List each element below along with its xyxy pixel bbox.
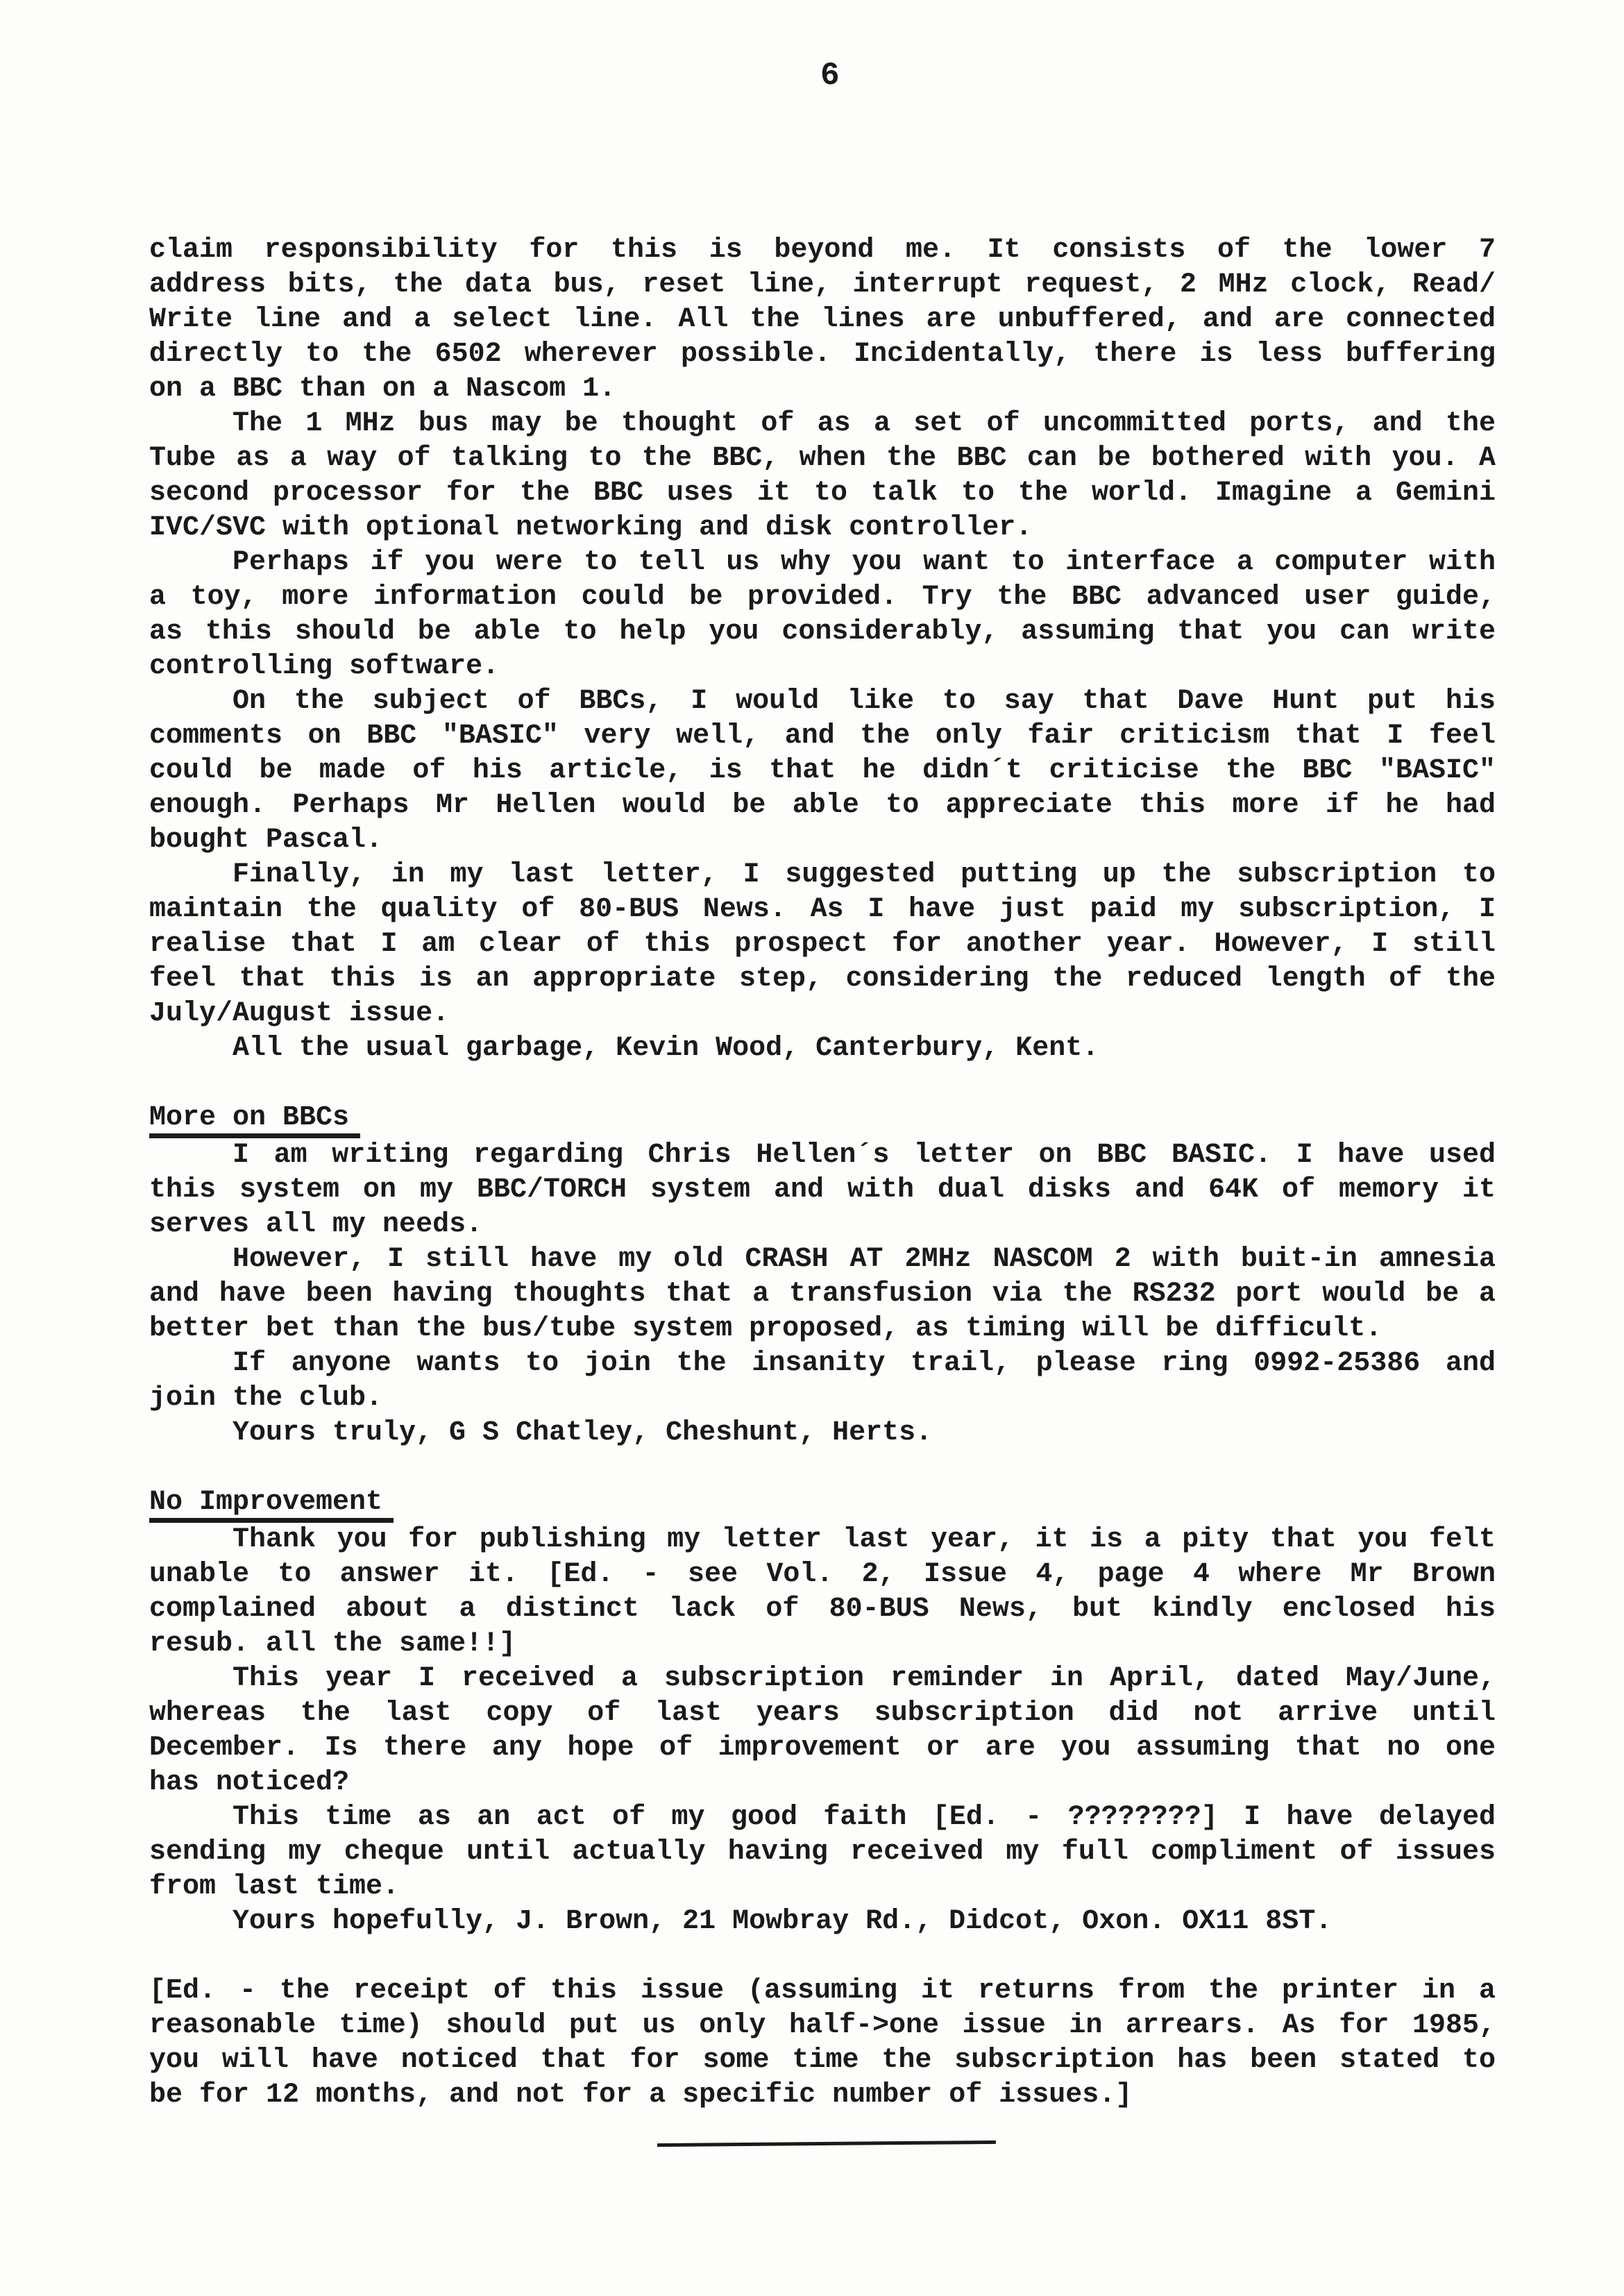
text-line: unable to answer it. [Ed. - see Vol. 2, Issue 4, page 4 where Mr Brown xyxy=(149,1559,1496,1590)
text-line: address bits, the data bus, reset line, interrupt request, 2 MHz clock, Read/ xyxy=(149,269,1496,301)
footer-divider xyxy=(657,2141,996,2147)
section-heading xyxy=(149,1485,1496,1523)
text-line: a toy, more information could be provided. Try the BBC advanced user guide, xyxy=(149,582,1496,613)
paragraph xyxy=(149,1974,1496,2113)
text-line: this system on my BBC/TORCH system and with dual disks and 64K of memory it xyxy=(149,1174,1496,1206)
text-line: join the club. xyxy=(149,1383,383,1414)
paragraph xyxy=(149,1905,1496,1939)
paragraph xyxy=(149,1242,1496,1347)
text-line: resub. all the same!!] xyxy=(149,1628,516,1660)
text-line: from last time. xyxy=(149,1871,400,1902)
text-line: This time as an act of my good faith [Ed. - ????????] I have delayed xyxy=(232,1802,1496,1833)
page-number: 6 xyxy=(820,58,840,94)
paragraph xyxy=(149,858,1496,1031)
text-line: If anyone wants to join the insanity trail, please ring 0992-25386 and xyxy=(232,1348,1496,1379)
text-line: However, I still have my old CRASH AT 2MHz NASCOM 2 with buit-in amnesia xyxy=(232,1244,1496,1275)
paragraph xyxy=(149,1800,1496,1905)
text-line: Perhaps if you were to tell us why you want to interface a computer with xyxy=(232,547,1496,578)
text-line: bought Pascal. xyxy=(149,825,383,856)
text-line: I am writing regarding Chris Hellen´s letter on BBC BASIC. I have used xyxy=(232,1140,1496,1171)
text-line: second processor for the BBC uses it to talk to the world. Imagine a Gemini xyxy=(149,478,1496,509)
text-line: feel that this is an appropriate step, considering the reduced length of the xyxy=(149,963,1496,995)
text-line: has noticed? xyxy=(149,1767,350,1798)
text-line: as this should be able to help you considerably, assuming that you can write xyxy=(149,616,1496,648)
text-line: [Ed. - the receipt of this issue (assuming it returns from the printer in a xyxy=(149,1975,1496,2007)
paragraph xyxy=(149,1662,1496,1800)
text-line: claim responsibility for this is beyond me. It consists of the lower 7 xyxy=(149,235,1496,266)
text-line: whereas the last copy of last years subscription did not arrive until xyxy=(149,1698,1496,1729)
text-line: Finally, in my last letter, I suggested putting up the subscription to xyxy=(232,859,1496,890)
text-line: controlling software. xyxy=(149,651,500,682)
text-line: This year I received a subscription reminder in April, dated May/June, xyxy=(232,1663,1496,1694)
paragraph xyxy=(149,1347,1496,1416)
text-line: comments on BBC "BASIC" very well, and the only fair criticism that I feel xyxy=(149,720,1496,752)
paragraph xyxy=(149,1416,1496,1451)
text-line: be for 12 months, and not for a specific number of issues.] xyxy=(149,2079,1133,2111)
text-line: complained about a distinct lack of 80-BUS News, but kindly enclosed his xyxy=(149,1594,1496,1625)
text-line: Yours hopefully, J. Brown, 21 Mowbray Rd., Didcot, Oxon. OX11 8ST. xyxy=(232,1906,1333,1937)
text-line: Write line and a select line. All the lines are unbuffered, and are connected xyxy=(149,304,1496,335)
text-line: reasonable time) should put us only half->one issue in arrears. As for 1985, xyxy=(149,2010,1496,2041)
page-body xyxy=(149,233,1496,2113)
paragraph xyxy=(149,407,1496,546)
text-line: better bet than the bus/tube system proposed, as timing will be difficult. xyxy=(149,1313,1382,1344)
section-heading-text: No Improvement xyxy=(149,1489,394,1523)
text-line: Thank you for publishing my letter last year, it is a pity that you felt xyxy=(232,1524,1496,1555)
paragraph xyxy=(149,1031,1496,1066)
text-line: on a BBC than on a Nascom 1. xyxy=(149,373,616,405)
text-line: maintain the quality of 80-BUS News. As I have just paid my subscription, I xyxy=(149,894,1496,925)
text-line: you will have noticed that for some time the subscription has been stated to xyxy=(149,2045,1496,2076)
text-line: Yours truly, G S Chatley, Cheshunt, Herts. xyxy=(232,1417,933,1449)
paragraph xyxy=(149,233,1496,407)
text-line: IVC/SVC with optional networking and disk controller. xyxy=(149,512,1033,543)
text-line: On the subject of BBCs, I would like to say that Dave Hunt put his xyxy=(232,686,1496,717)
section-heading-text: More on BBCs xyxy=(149,1104,360,1138)
text-line: December. Is there any hope of improvement or are you assuming that no one xyxy=(149,1732,1496,1764)
paragraph xyxy=(149,1523,1496,1662)
text-line: could be made of his article, is that he didn´t criticise the BBC "BASIC" xyxy=(149,755,1496,786)
text-line: realise that I am clear of this prospect for another year. However, I still xyxy=(149,929,1496,960)
paragraph xyxy=(149,1138,1496,1242)
text-line: All the usual garbage, Kevin Wood, Canterbury, Kent. xyxy=(232,1033,1099,1064)
text-line: sending my cheque until actually having received my full compliment of issues xyxy=(149,1837,1496,1868)
paragraph xyxy=(149,684,1496,858)
section-heading xyxy=(149,1101,1496,1138)
text-line: Tube as a way of talking to the BBC, when the BBC can be bothered with you. A xyxy=(149,443,1496,474)
text-line: directly to the 6502 wherever possible. Incidentally, there is less buffering xyxy=(149,339,1496,370)
text-line: enough. Perhaps Mr Hellen would be able to appreciate this more if he had xyxy=(149,790,1496,821)
paragraph xyxy=(149,546,1496,684)
text-line: serves all my needs. xyxy=(149,1209,483,1240)
text-line: and have been having thoughts that a transfusion via the RS232 port would be a xyxy=(149,1278,1496,1310)
text-line: July/August issue. xyxy=(149,998,450,1029)
text-line: The 1 MHz bus may be thought of as a set of uncommitted ports, and the xyxy=(232,408,1496,439)
